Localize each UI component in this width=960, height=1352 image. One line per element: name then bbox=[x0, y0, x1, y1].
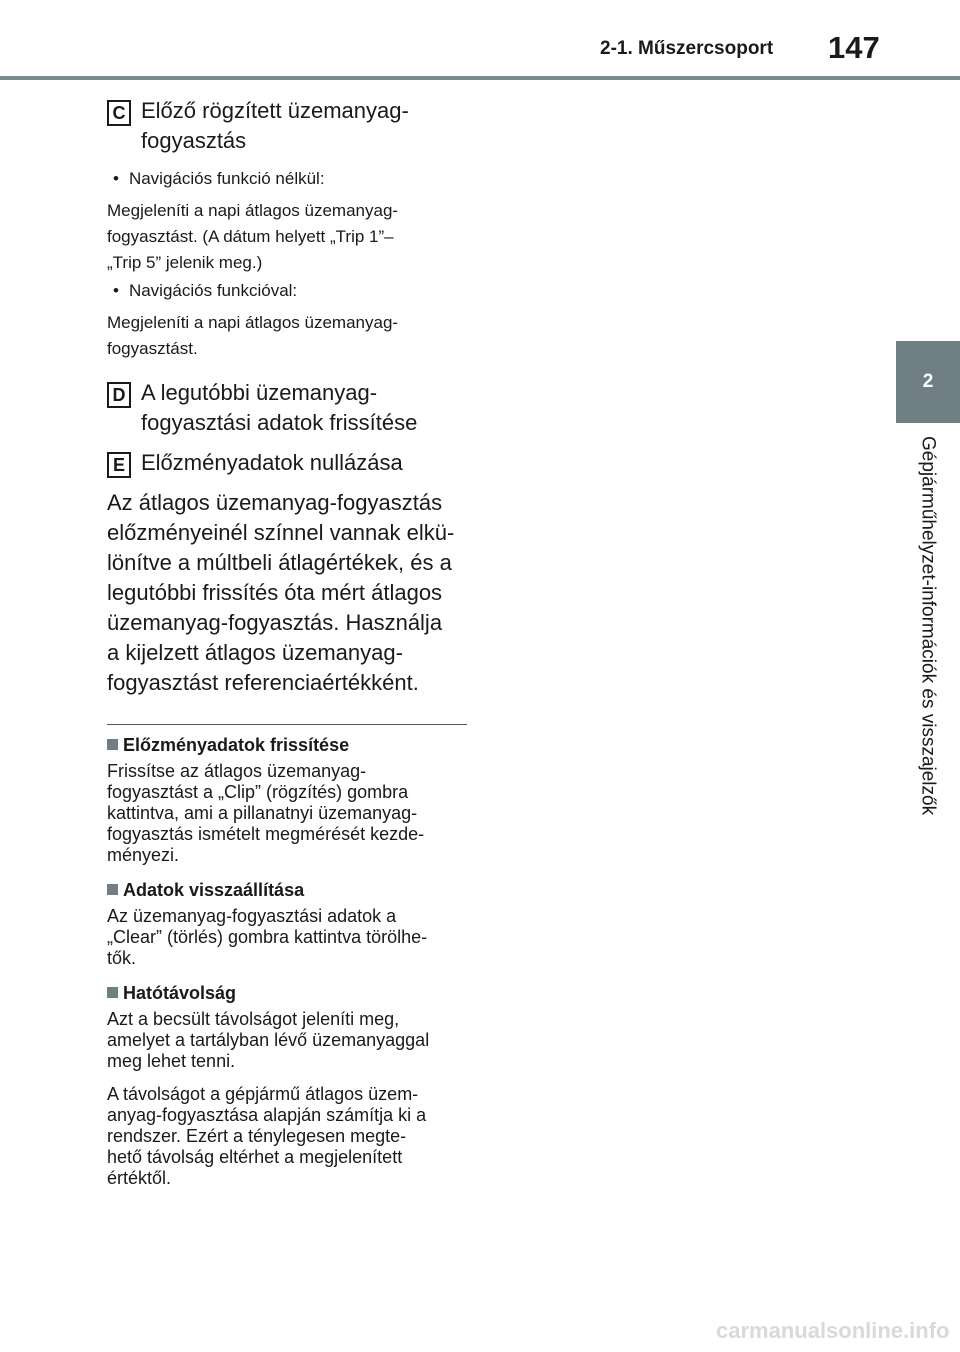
notes-divider bbox=[107, 724, 467, 725]
item-e bbox=[107, 448, 467, 478]
note-title-text: Adatok visszaállítása bbox=[123, 880, 305, 900]
note-line: fogyasztást a „Clip” (rögzítés) gombra bbox=[107, 782, 409, 802]
paragraph bbox=[107, 198, 467, 276]
paragraph-line: fogyasztást. bbox=[107, 339, 198, 358]
note-title-text: Előzményadatok frissítése bbox=[123, 735, 350, 755]
item-title-line: A legutóbbi üzemanyag- bbox=[141, 380, 378, 405]
paragraph-line: Az átlagos üzemanyag-fogyasztás bbox=[107, 490, 443, 515]
note-line: tők. bbox=[107, 948, 137, 968]
note-line: „Clear” (törlés) gombra kattintva törölhe- bbox=[107, 927, 428, 947]
note-title bbox=[107, 878, 467, 902]
item-title-line: Előző rögzített üzemanyag- bbox=[141, 98, 409, 123]
note-line: értéktől. bbox=[107, 1168, 172, 1188]
paragraph-line: lönítve a múltbeli átlagértékek, és a bbox=[107, 550, 452, 575]
paragraph-line: fogyasztást referenciaértékként. bbox=[107, 670, 419, 695]
paragraph-line: üzemanyag-fogyasztás. Használja bbox=[107, 610, 443, 635]
paragraph-line: legutóbbi frissítés óta mért átlagos bbox=[107, 580, 443, 605]
note-line: kattintva, ami a pillanatnyi üzemanyag- bbox=[107, 803, 418, 823]
item-c bbox=[107, 96, 467, 156]
item-title-d bbox=[141, 378, 417, 438]
square-bullet-icon bbox=[107, 884, 118, 895]
item-letter-c: C bbox=[107, 100, 131, 126]
paragraph-line: előzményeinél színnel vannak elkü- bbox=[107, 520, 455, 545]
chapter-tab bbox=[896, 341, 960, 423]
header-rule bbox=[0, 76, 960, 80]
item-title-line: Előzményadatok nullázása bbox=[141, 450, 403, 475]
main-paragraph bbox=[107, 488, 467, 698]
item-letter-d: D bbox=[107, 382, 131, 408]
bullet-item: • Navigációs funkció nélkül: bbox=[107, 166, 467, 192]
paragraph-line: Megjeleníti a napi átlagos üzemanyag- bbox=[107, 313, 399, 332]
note-line: meg lehet tenni. bbox=[107, 1051, 236, 1071]
paragraph-line: a kijelzett átlagos üzemanyag- bbox=[107, 640, 403, 665]
square-bullet-icon bbox=[107, 987, 118, 998]
item-title-e bbox=[141, 448, 403, 478]
note-title bbox=[107, 733, 467, 757]
note-line: A távolságot a gépjármű átlagos üzem- bbox=[107, 1084, 419, 1104]
note-paragraph bbox=[107, 761, 467, 866]
note-line: rendszer. Ezért a ténylegesen megte- bbox=[107, 1126, 407, 1146]
chapter-title: Gépjárműhelyzet-információk és visszajelzők bbox=[917, 436, 939, 816]
note-line: ményezi. bbox=[107, 845, 180, 865]
note-title-text: Hatótávolság bbox=[123, 983, 237, 1003]
note-line: amelyet a tartályban lévő üzemanyaggal bbox=[107, 1030, 430, 1050]
note-line: Az üzemanyag-fogyasztási adatok a bbox=[107, 906, 397, 926]
item-d bbox=[107, 378, 467, 438]
note-line: Frissítse az átlagos üzemanyag- bbox=[107, 761, 367, 781]
paragraph-line: fogyasztást. (A dátum helyett „Trip 1”– bbox=[107, 227, 394, 246]
item-title-line: fogyasztási adatok frissítése bbox=[141, 410, 418, 435]
header-section-title: 2-1. Műszercsoport bbox=[600, 38, 774, 59]
note-line: fogyasztás ismételt megmérését kezde- bbox=[107, 824, 425, 844]
square-bullet-icon bbox=[107, 739, 118, 750]
paragraph bbox=[107, 310, 467, 362]
paragraph-line: „Trip 5” jelenik meg.) bbox=[107, 253, 263, 272]
note-line: hető távolság eltérhet a megjelenített bbox=[107, 1147, 403, 1167]
paragraph-line: Megjeleníti a napi átlagos üzemanyag- bbox=[107, 201, 399, 220]
note-line: anyag-fogyasztása alapján számítja ki a bbox=[107, 1105, 427, 1125]
watermark: carmanualsonline.info bbox=[716, 1318, 950, 1343]
item-title-c bbox=[141, 96, 409, 156]
page-content bbox=[107, 96, 467, 1201]
bullet-item: • Navigációs funkcióval: bbox=[107, 278, 467, 304]
note-paragraph bbox=[107, 1084, 467, 1189]
note-line: Azt a becsült távolságot jeleníti meg, bbox=[107, 1009, 400, 1029]
note-paragraph bbox=[107, 1009, 467, 1072]
item-letter-e: E bbox=[107, 452, 131, 478]
note-paragraph bbox=[107, 906, 467, 969]
note-title bbox=[107, 981, 467, 1005]
chapter-title-wrap bbox=[896, 436, 960, 876]
item-title-line: fogyasztás bbox=[141, 128, 247, 153]
chapter-number: 2 bbox=[922, 371, 934, 392]
page-number: 147 bbox=[828, 30, 880, 65]
